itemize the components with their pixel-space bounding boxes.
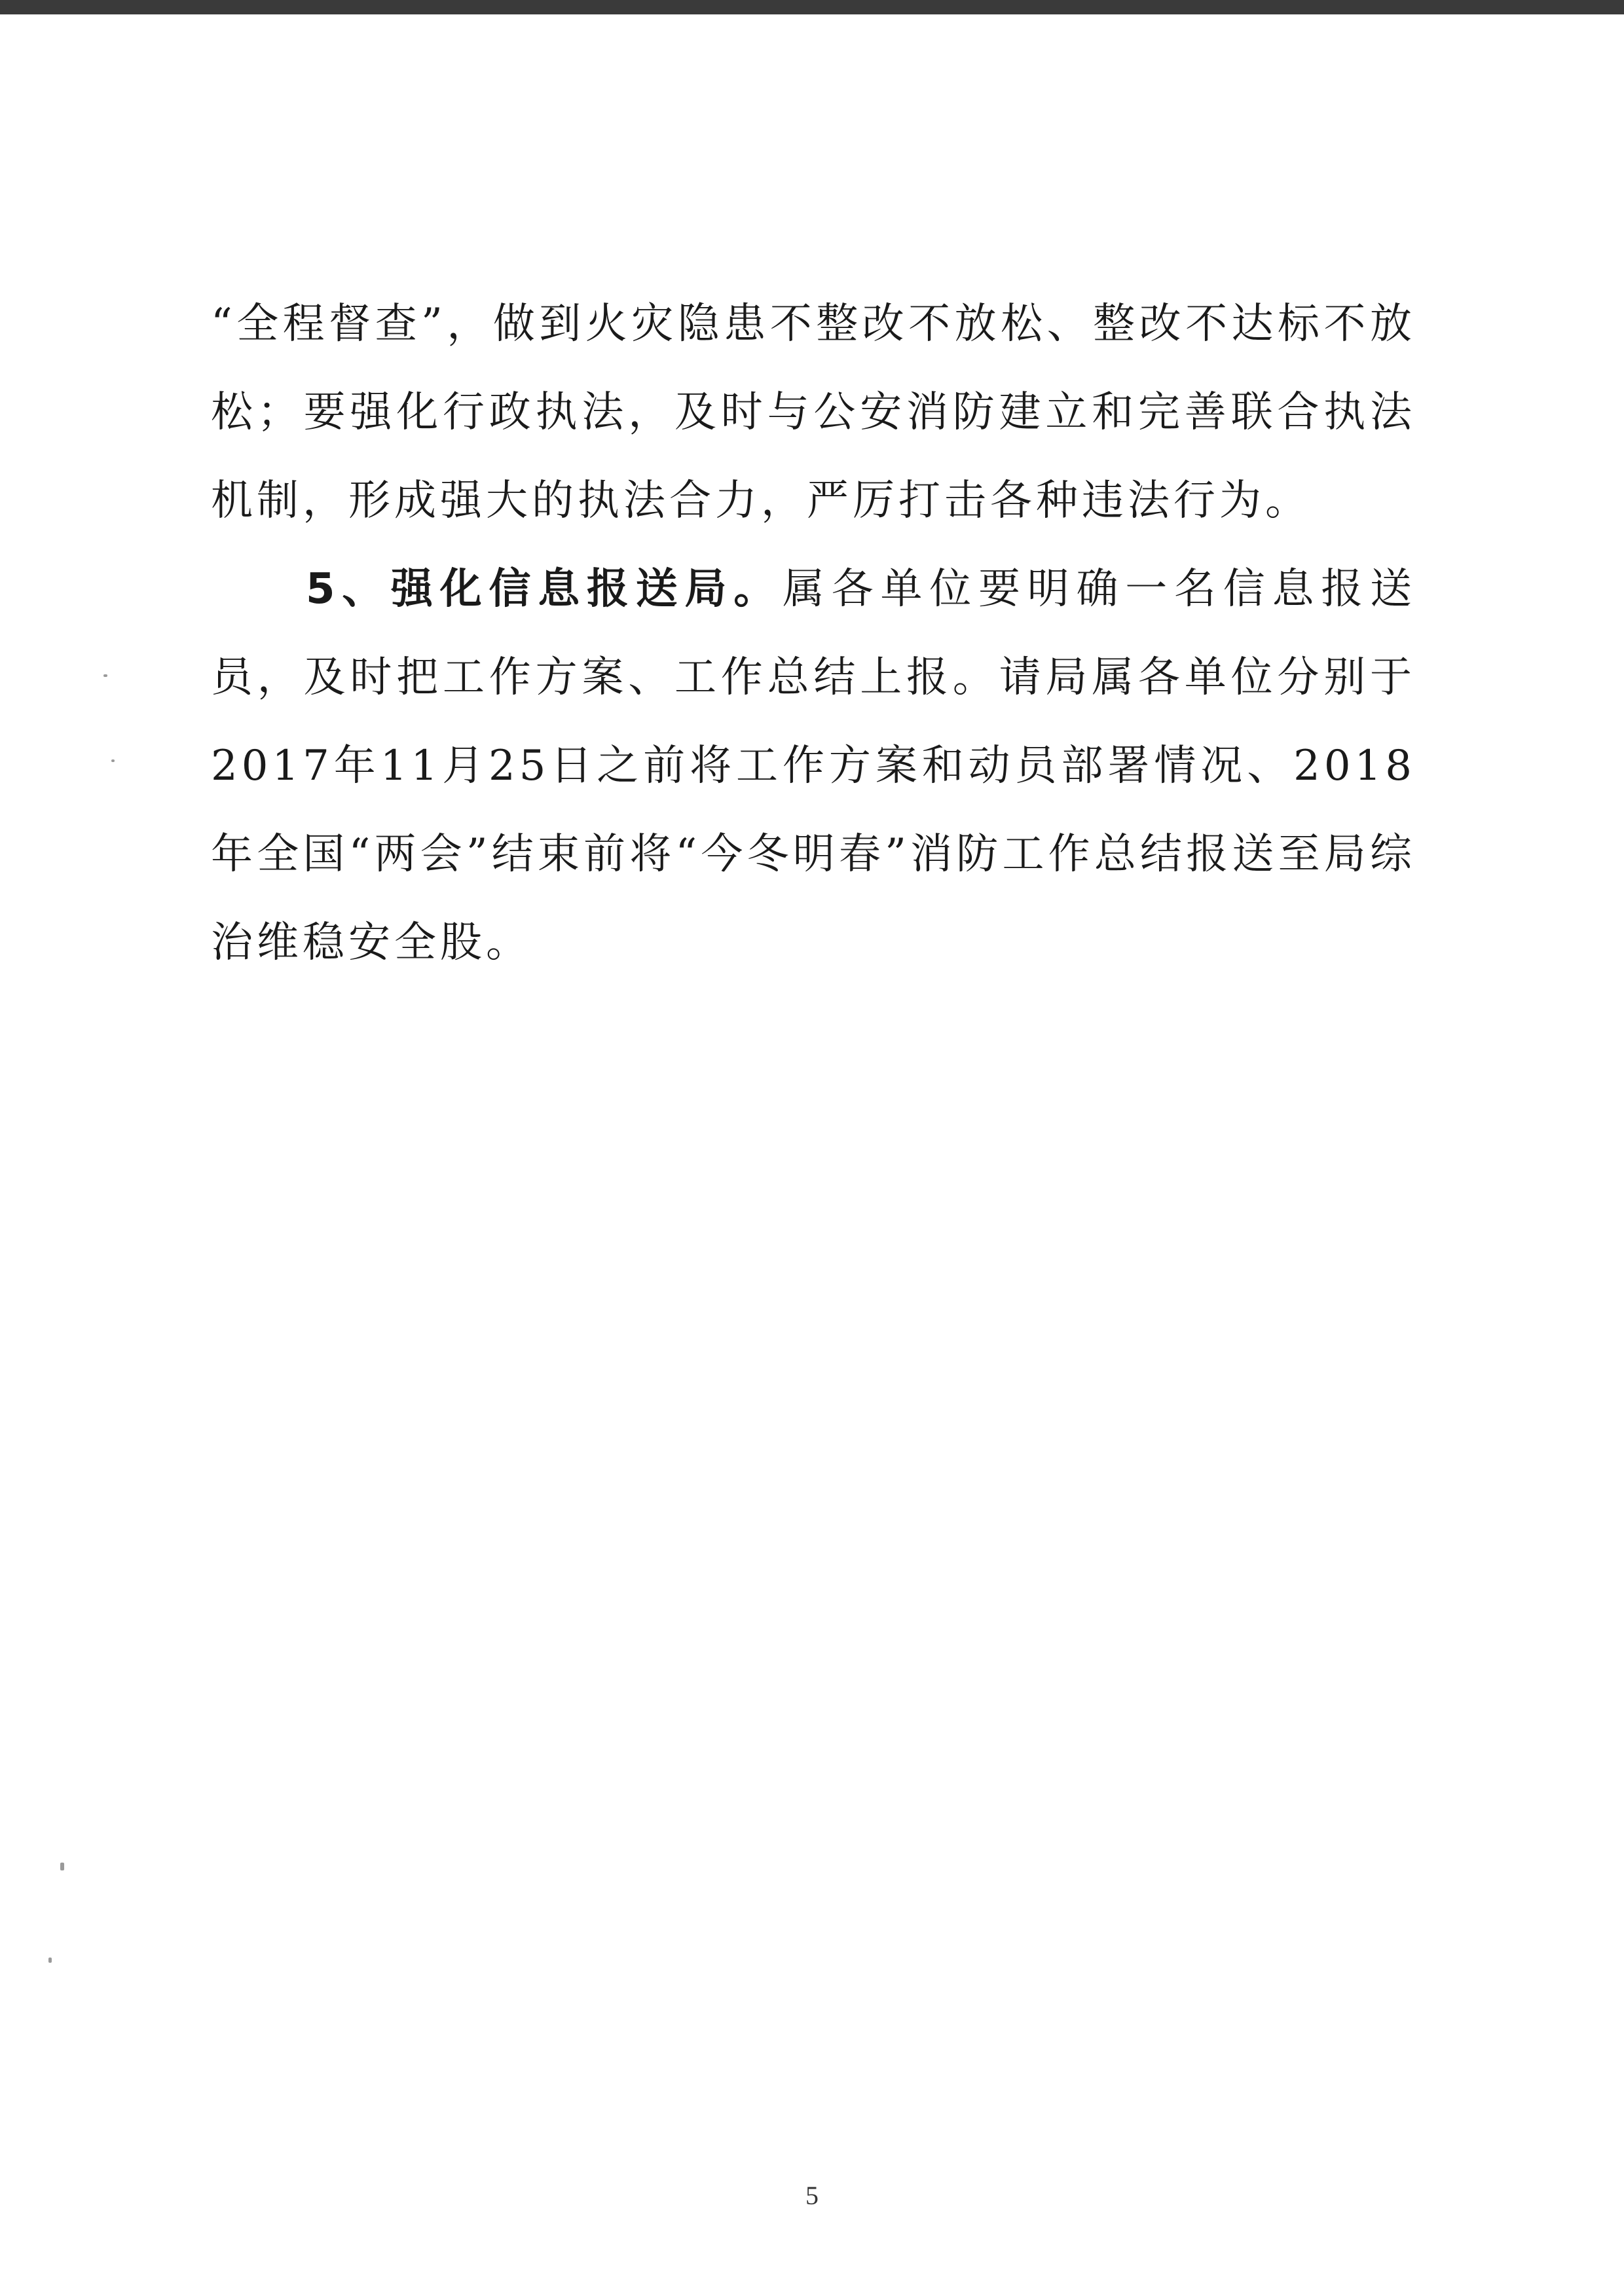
page-number: 5 bbox=[805, 2181, 819, 2210]
paragraph-continued: “全程督查”，做到火灾隐患不整改不放松、整改不达标不放松；要强化行政执法，及时与公安消防建立和完善联合执法机制，形成强大的执法合力，严厉打击各种违法行为。 bbox=[211, 300, 1416, 525]
scan-speck bbox=[111, 759, 115, 762]
scan-speck bbox=[103, 674, 107, 677]
section-5-body: 属各单位要明确一名信息报送员，及时把工作方案、工作总结上报。请局属各单位分别于2017年11月25日之前将工作方案和动员部署情况、2018年全国“两会”结束前将“今冬明春”消防工作总结报送至局综治维稳安全股。 bbox=[211, 565, 1416, 967]
section-5-paragraph bbox=[211, 545, 1416, 987]
document-body bbox=[211, 280, 1416, 987]
scan-speck bbox=[60, 1863, 64, 1870]
scan-edge-bar bbox=[0, 0, 1624, 14]
scan-speck bbox=[48, 1958, 52, 1963]
section-5-heading: 5、强化信息报送局。 bbox=[306, 565, 783, 613]
